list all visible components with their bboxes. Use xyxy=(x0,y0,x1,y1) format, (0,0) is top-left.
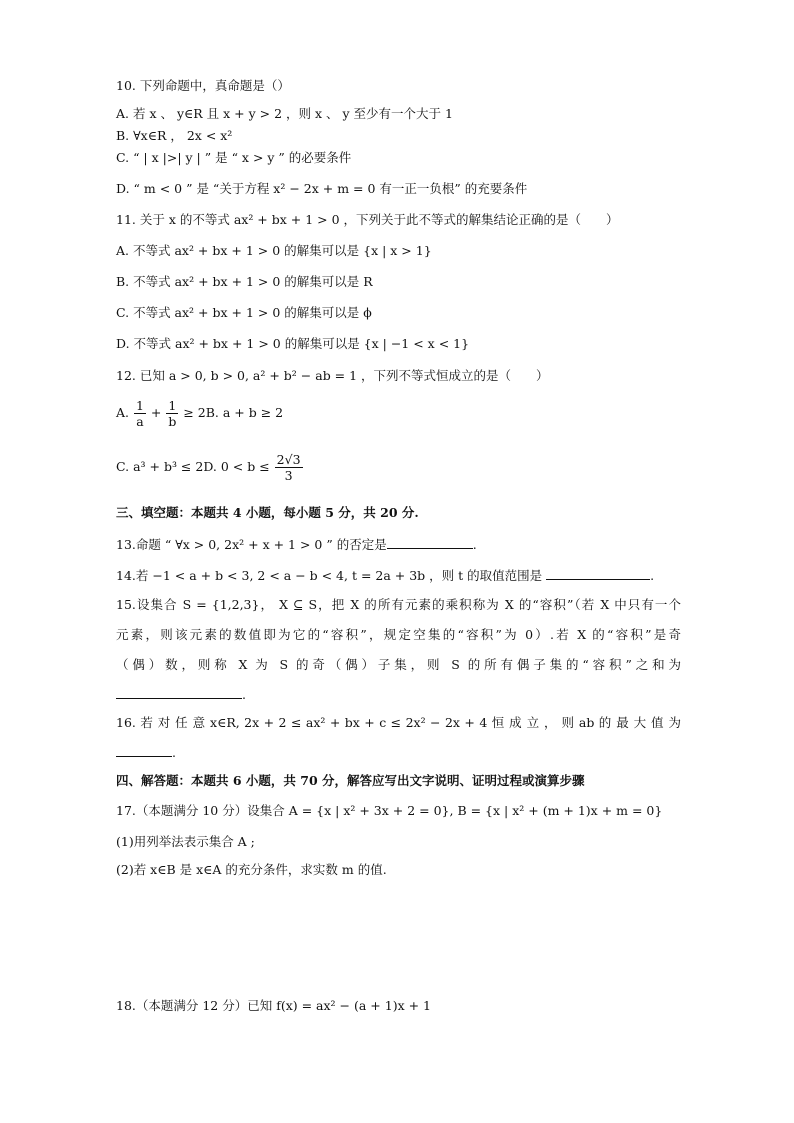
text-line-q10b xyxy=(116,128,232,144)
line-text: 14.若 −1 < a + b < 3, 2 < a − b < 4, t = 2a + 3b ，则 t 的取值范围是 xyxy=(116,568,547,583)
text-line-q15b xyxy=(116,627,681,643)
line-text: C. 不等式 ax² + bx + 1 > 0 的解集可以是 ϕ xyxy=(116,305,372,320)
text-line-q11c xyxy=(116,305,372,321)
blank-suffix: . xyxy=(472,537,477,552)
text-line-q14 xyxy=(116,567,654,584)
line-text: 10. 下列命题中，真命题是（） xyxy=(116,78,290,93)
line-text: 13.命题 “ ∀x > 0, 2x² + x + 1 > 0 ” 的否定是 xyxy=(116,537,387,552)
line-text: 12. 已知 a > 0, b > 0, a² + b² − ab = 1 ，下列不等式恒成立的是（ ） xyxy=(116,368,549,383)
line-text: B. ∀x∈R ， 2x < x² xyxy=(116,128,233,143)
blank-suffix: . xyxy=(650,568,655,583)
text-line-q15a xyxy=(116,597,681,613)
line-text: 三、填空题：本题共 4 小题，每小题 5 分，共 20 分. xyxy=(116,505,419,520)
line-text: A. 不等式 ax² + bx + 1 > 0 的解集可以是 {x | x > 1} xyxy=(116,243,432,258)
q12-options-row-2 xyxy=(116,452,304,483)
q12-options-row-1: A. $\frac{1}{a}$ + $\frac{1}{b}$ ≥ 2B. a + b ≥ 2 xyxy=(116,398,284,429)
answer-blank xyxy=(116,744,172,757)
text-line-q15d xyxy=(116,686,246,703)
line-text: D. “ m < 0 ” 是 “关于方程 x² − 2x + m = 0 有一正一负根” 的充要条件 xyxy=(116,181,528,196)
line-text: (1)用列举法表示集合 A ; xyxy=(116,834,255,849)
line-text: 元素，则该元素的数值即为它的“容积”，规定空集的“容积”为 0）.若 X 的“容积”是奇 xyxy=(116,627,681,642)
q12-option-cd-text: C. a³ + b³ ≤ 2D. 0 < b ≤ xyxy=(116,459,274,474)
answer-blank xyxy=(546,567,650,580)
fraction-2-sqrt3-over-3: $\frac{2√3}{3}$ xyxy=(276,452,301,483)
text-line-q10d xyxy=(116,181,527,197)
text-line-q16a xyxy=(116,715,681,731)
text-line-q15c xyxy=(116,657,681,673)
text-line-q16b xyxy=(116,744,176,761)
line-text: D. 不等式 ax² + bx + 1 > 0 的解集可以是 {x | −1 < x < 1} xyxy=(116,336,470,351)
line-text: （偶）数，则称 X 为 S 的奇（偶）子集，则 S 的所有偶子集的“容积”之和为 xyxy=(116,657,681,672)
text-line-sec3 xyxy=(116,505,419,521)
text-line-q18 xyxy=(116,998,431,1014)
q12-option-b-text: ≥ 2B. a + b ≥ 2 xyxy=(179,405,284,420)
text-line-q12 xyxy=(116,368,549,384)
text-line-q17a xyxy=(116,834,255,850)
line-text: 17.（本题满分 10 分）设集合 A = {x | x² + 3x + 2 = 0}, B = {x | x² + (m + 1)x + m = 0} xyxy=(116,803,663,818)
text-line-q11d xyxy=(116,336,469,352)
fraction-1-over-b: $\frac{1}{b}$ xyxy=(168,398,177,429)
blank-suffix: . xyxy=(172,745,176,760)
text-line-q10a xyxy=(116,106,453,122)
text-line-q17 xyxy=(116,803,662,819)
fraction-1-over-a: $\frac{1}{a}$ xyxy=(135,398,144,429)
line-text: B. 不等式 ax² + bx + 1 > 0 的解集可以是 R xyxy=(116,274,373,289)
line-text: 16. 若 对 任 意 x∈R, 2x + 2 ≤ ax² + bx + c ≤ 2x² − 2x + 4 恒 成 立 ， 则 ab 的 最 大 值 为 xyxy=(116,715,681,730)
text-line-sec4 xyxy=(116,773,585,789)
answer-blank xyxy=(387,536,473,549)
line-text: 11. 关于 x 的不等式 ax² + bx + 1 > 0 ，下列关于此不等式的解集结论正确的是（ ） xyxy=(116,212,619,227)
line-text: 15.设集合 S = {1,2,3}， X ⊆ S，把 X 的所有元素的乘积称为 X 的“容积”（若 X 中只有一个 xyxy=(116,597,681,612)
answer-blank xyxy=(116,686,242,699)
text-line-q17b xyxy=(116,862,387,878)
line-text: A. 若 x 、 y∈R 且 x + y > 2 ，则 x 、 y 至少有一个大于 1 xyxy=(116,106,453,121)
line-text: (2)若 x∈B 是 x∈A 的充分条件，求实数 m 的值. xyxy=(116,862,387,877)
line-text: 18.（本题满分 12 分）已知 f(x) = ax² − (a + 1)x + 1 xyxy=(116,998,431,1013)
text-line-q11a xyxy=(116,243,432,259)
text-line-q10c xyxy=(116,150,351,166)
line-text: C. “ | x |>| y | ” 是 “ x > y ” 的必要条件 xyxy=(116,150,352,165)
text-line-q13 xyxy=(116,536,477,553)
text-line-q10 xyxy=(116,78,290,94)
line-text: 四、解答题：本题共 6 小题，共 70 分，解答应写出文字说明、证明过程或演算步骤 xyxy=(116,773,585,788)
blank-suffix: . xyxy=(242,687,246,702)
text-line-q11 xyxy=(116,212,619,228)
text-line-q11b xyxy=(116,274,373,290)
q12-option-a-prefix: A. xyxy=(116,405,133,420)
